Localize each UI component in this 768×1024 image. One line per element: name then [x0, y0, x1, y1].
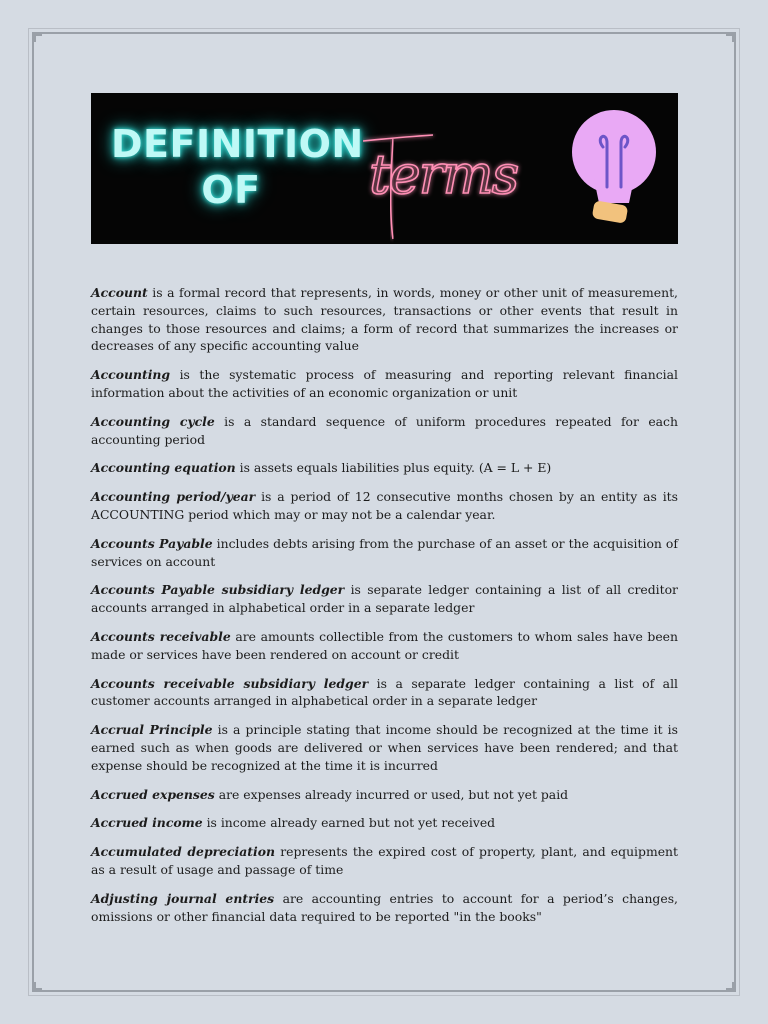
definition-text: are amounts collectible from the customers to whom sales have been made or services have been rendered on account or credit: [91, 628, 678, 662]
border-corner-ornament: [34, 34, 42, 42]
definition-term: Accounting period/year: [91, 489, 256, 505]
definition-entry: [91, 843, 678, 879]
banner-title-line2: OF: [201, 168, 261, 212]
border-corner-ornament: [726, 34, 734, 42]
definition-term: Accrual Principle: [91, 722, 213, 738]
definition-entry: [91, 459, 678, 477]
border-corner-ornament: [34, 982, 42, 990]
definition-text: are accounting entries to account for a period’s changes, omissions or other financial data required to be reported "in the books": [91, 890, 678, 924]
definition-term: Accounting: [91, 367, 171, 383]
definition-term: Accrued income: [91, 815, 203, 831]
definition-term: Accounts receivable subsidiary ledger: [91, 675, 369, 691]
definition-term: Accounts Payable: [91, 535, 213, 551]
definition-term: Accounting cycle: [91, 413, 215, 429]
definition-term: Accounts receivable: [91, 628, 231, 644]
definition-text: is a separate ledger containing a list of all customer accounts arranged in alphabetical order in a separate ledger: [91, 675, 678, 709]
definition-entry: [91, 890, 678, 926]
definition-text: represents the expired cost of property, plant, and equipment as a result of usage and passage of time: [91, 844, 678, 877]
lightbulb-icon: [569, 107, 659, 231]
definition-entry: [91, 675, 678, 711]
definition-text: is a formal record that represents, in words, money or other unit of measurement, certain resources, claims to such resources, transactions or other events that result in changes to those resources and claims; a form of record that summarizes the increases or decreases of any specific accounting value: [91, 285, 678, 354]
definition-entry: [91, 814, 678, 832]
definition-entry: [91, 628, 678, 664]
definition-entry: [91, 721, 678, 774]
banner-script-word: [363, 131, 523, 243]
definition-entry: [91, 581, 678, 617]
definition-text: is assets equals liabilities plus equity. (A = L + E): [239, 460, 552, 476]
definition-text: includes debts arising from the purchase of an asset or the acquisition of services on account: [91, 535, 678, 569]
definition-text: is income already earned but not yet received: [206, 815, 496, 831]
banner-title-line1: DEFINITION: [111, 122, 364, 166]
definition-entry: [91, 284, 678, 355]
definition-text: is a period of 12 consecutive months chosen by an entity as its ACCOUNTING period which may or may not be a calendar year.: [91, 489, 678, 522]
definition-term: Accounting equation: [91, 460, 236, 476]
definition-text: is separate ledger containing a list of all creditor accounts arranged in alphabetical order in a separate ledger: [91, 582, 678, 616]
definitions-list: [91, 284, 678, 936]
definition-term: Accounts Payable subsidiary ledger: [91, 582, 345, 598]
definition-text: is a principle stating that income should be recognized at the time it is earned such as when goods are delivered or when services have been rendered; and that expense should be recognized at the time it is incurred: [91, 722, 678, 773]
definition-text: is a standard sequence of uniform procedures repeated for each accounting period: [91, 413, 678, 447]
definition-term: Adjusting journal entries: [91, 890, 275, 906]
definition-text: is the systematic process of measuring and reporting relevant financial information about the activities of an economic organization or unit: [91, 367, 678, 400]
banner-title: [111, 121, 364, 213]
definition-entry: [91, 488, 678, 524]
border-corner-ornament: [726, 982, 734, 990]
definition-entry: [91, 413, 678, 449]
definition-term: Accrued expenses: [91, 786, 215, 802]
definition-text: are expenses already incurred or used, but not yet paid: [218, 786, 569, 802]
definition-term: Accumulated depreciation: [91, 844, 275, 860]
banner-script-text: terms: [369, 143, 518, 206]
definition-term: Account: [91, 285, 148, 300]
title-banner: [91, 93, 678, 244]
definition-entry: [91, 535, 678, 571]
definition-entry: [91, 786, 678, 804]
definition-entry: [91, 366, 678, 402]
